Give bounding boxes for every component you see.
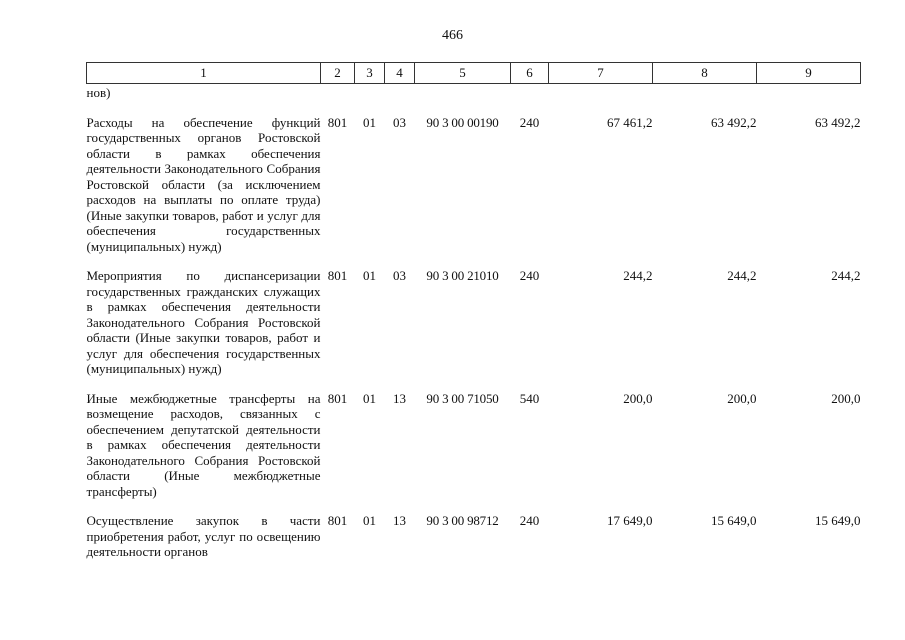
row-description: Расходы на обеспечение функций государственных органов Ростовской области в рамках обеспечения деятельности Законодательного Собрания Ростовской области (за исключением расходов на выплаты по оплате труда) (Иные закупки товаров, работ и услуг для обеспечения государственных (муниципальных) нужд) [86,114,321,254]
row-expense-type: 240 [519,114,540,130]
row-section-code: 01 [363,114,376,130]
table-row [87,115,861,255]
row-ministry-code: 801 [327,513,348,528]
row-expense-type: 240 [519,268,540,283]
row-target-code: 90 3 00 71050 [426,390,499,406]
row-section-code: 01 [363,268,376,283]
row-subsection-code: 13 [393,513,406,528]
row-subsection-code: 03 [393,268,406,283]
row-value-col7: 244,2 [623,268,653,283]
budget-table [86,62,861,560]
row-value-col8: 15 649,0 [711,513,757,528]
row-ministry-code: 801 [327,390,348,406]
column-header-8: 8 [653,63,757,84]
column-header-6: 6 [511,63,549,84]
row-description: Осуществление закупок в части приобретения работ, услуг по освещению деятельности органов [86,513,321,559]
column-header-5: 5 [415,63,511,84]
row-value-col8: 63 492,2 [711,114,757,130]
table-row [87,268,861,377]
column-header-9: 9 [757,63,861,84]
row-target-code: 90 3 00 00190 [426,114,499,130]
page-number: 466 [442,28,463,43]
row-description: Иные межбюджетные трансферты на возмещение расходов, связанных с обеспечением депутатской деятельности в рамках обеспечения деятельности Законодательного Собрания Ростовской области (Иные межбюджетные трансферты) [86,390,321,499]
row-value-col7: 17 649,0 [607,513,653,528]
row-value-col7: 67 461,2 [607,114,653,130]
row-description: Мероприятия по диспансеризации государственных гражданских служащих в рамках обеспечения деятельности Законодательного Собрания Ростовской области (Иные закупки товаров, работ и услуг для обеспечения государственных (муниципальных) нужд) [86,268,321,376]
table-row [87,391,861,500]
column-header-2: 2 [321,63,355,84]
row-section-code: 01 [363,390,376,406]
row-value-col9: 200,0 [831,390,861,406]
column-header-7: 7 [549,63,653,84]
continuation-text: нов) [86,85,111,100]
column-header-4: 4 [385,63,415,84]
row-value-col9: 63 492,2 [815,114,861,130]
row-target-code: 90 3 00 21010 [426,268,499,283]
row-subsection-code: 13 [393,390,406,406]
row-value-col9: 15 649,0 [815,513,861,528]
table-row [87,513,861,560]
row-value-col7: 200,0 [623,390,653,406]
row-expense-type: 540 [519,390,540,406]
row-subsection-code: 03 [393,114,406,130]
column-header-3: 3 [355,63,385,84]
row-target-code: 90 3 00 98712 [426,513,499,528]
table-header-row [87,63,861,84]
row-value-col9: 244,2 [831,268,861,283]
row-ministry-code: 801 [327,114,348,130]
continuation-row [87,84,861,101]
row-ministry-code: 801 [327,268,348,283]
column-header-1: 1 [87,63,321,84]
row-expense-type: 240 [519,513,540,528]
row-section-code: 01 [363,513,376,528]
row-value-col8: 200,0 [727,390,757,406]
row-value-col8: 244,2 [727,268,757,283]
